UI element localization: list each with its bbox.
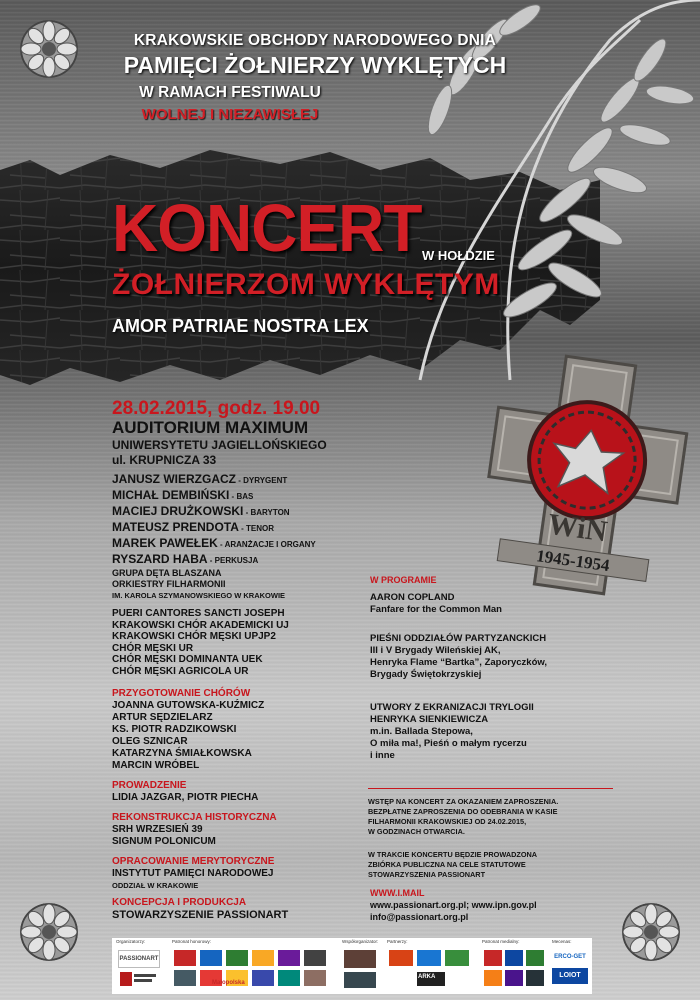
- content-dev-heading: OPRACOWANIE MERYTORYCZNE: [112, 856, 275, 867]
- arka-logo: ARKA: [418, 974, 436, 980]
- performer-role: - BARYTON: [243, 508, 290, 517]
- choir-item: KRAKOWSKI CHÓR MĘSKI UPJP2: [112, 631, 276, 642]
- concept-list: [112, 909, 288, 921]
- performer-row: [112, 487, 372, 503]
- performer-name: MICHAŁ DEMBIŃSKI: [112, 488, 230, 502]
- header-line-1: KRAKOWSKIE OBCHODY NARODOWEGO DNIA: [133, 32, 497, 49]
- website-links[interactable]: www.passionart.org.pl; www.ipn.gov.pl: [370, 900, 537, 910]
- collection-note-line: STOWARZYSZENIA PASSIONART: [368, 870, 486, 879]
- motto: AMOR PATRIAE NOSTRA LEX: [112, 316, 369, 336]
- choir-prep-name: ARTUR SĘDZIELARZ: [112, 712, 213, 723]
- host-names: LIDIA JAZGAR, PIOTR PIECHA: [112, 792, 259, 803]
- content-dev-org: INSTYTUT PAMIĘCI NARODOWEJ: [112, 868, 274, 879]
- concept-heading: KONCEPCJA I PRODUKCJA: [112, 897, 247, 908]
- reenactment-heading: REKONSTRUKCJA HISTORYCZNA: [112, 812, 277, 823]
- entry-note: [368, 797, 558, 837]
- choir-prep-name: MARCIN WRÓBEL: [112, 760, 200, 771]
- lot-logo: LOIOT: [552, 968, 588, 984]
- rosette-bottom-right: [622, 903, 680, 961]
- ercoget-logo: ERCO-GET: [554, 954, 586, 960]
- performer-role: - DYRYGENT: [236, 476, 288, 485]
- choir-prep-list: [112, 700, 264, 772]
- performers-list: [112, 471, 372, 567]
- collection-note-line: W TRAKCIE KONCERTU BĘDZIE PROWADZONA: [368, 850, 538, 859]
- emblem-letters: WiN: [545, 507, 610, 549]
- programme-item-line: O miła ma!, Pieśń o małym rycerzu: [370, 738, 527, 749]
- choir-prep-name: OLEG SZNICAR: [112, 736, 188, 747]
- sponsor-category: Partnerzy:: [387, 939, 408, 944]
- choir-item: CHÓR MĘSKI UR: [112, 642, 194, 654]
- performer-row: [112, 535, 372, 551]
- programme-item-line: Brygady Świętokrzyskiej: [370, 669, 482, 680]
- programme-item-line: i inne: [370, 750, 395, 761]
- choir-prep-name: KATARZYNA ŚMIAŁKOWSKA: [112, 748, 252, 759]
- choir-prep-name: KS. PIOTR RADZIKOWSKI: [112, 724, 237, 735]
- email-link[interactable]: info@passionart.org.pl: [370, 912, 469, 922]
- websites-heading: WWW.I.MAIL: [370, 888, 425, 898]
- header-line-3: W RAMACH FESTIWALU: [139, 84, 321, 101]
- programme-item-line: HENRYKA SIENKIEWICZA: [370, 714, 489, 725]
- choir-prep-heading: PRZYGOTOWANIE CHÓRÓW: [112, 688, 251, 699]
- performer-name: MACIEJ DRUŻKOWSKI: [112, 504, 244, 518]
- programme-item-line: m.in. Ballada Stepowa,: [370, 726, 473, 737]
- choir-item: CHÓR MĘSKI AGRICOLA UR: [112, 665, 249, 677]
- performer-role: - ARANŻACJE I ORGANY: [217, 540, 316, 549]
- sponsor-category: Mecenas:: [552, 939, 572, 944]
- performer-role: - BAS: [229, 492, 254, 501]
- reenactment-group: SRH WRZESIEŃ 39: [112, 824, 203, 835]
- notes-divider: [368, 788, 613, 789]
- coorganizer-logos: [340, 948, 380, 990]
- sponsor-category: Współorganizator:: [342, 939, 379, 944]
- choir-item: KRAKOWSKI CHÓR AKADEMICKI UJ: [112, 619, 289, 631]
- performer-row: [112, 471, 372, 487]
- entry-note-line: W GODZINACH OTWARCIA.: [368, 827, 465, 836]
- programme-item-title: UTWORY Z EKRANIZACJI TRYLOGII: [370, 702, 534, 713]
- partner-logos: [387, 948, 477, 990]
- venue-address: ul. KRUPNICZA 33: [112, 453, 217, 467]
- venue-name: AUDITORIUM MAXIMUM: [112, 418, 309, 437]
- passionart-logo: PASSIONART: [118, 950, 160, 968]
- brass-line: IM. KAROLA SZYMANOWSKIEGO W KRAKOWIE: [112, 591, 286, 600]
- choir-prep-name: JOANNA GUTOWSKA-KUŹMICZ: [112, 700, 265, 711]
- sponsor-category: Organizatorzy:: [116, 939, 146, 944]
- event-date: 28.02.2015, godz. 19.00: [112, 398, 321, 419]
- programme-heading: W PROGRAMIE: [370, 575, 437, 585]
- programme-item-3: [370, 702, 534, 762]
- concert-subject: ŻOŁNIERZOM WYKLĘTYM: [112, 268, 500, 301]
- performer-role: - PERKUSJA: [207, 556, 259, 565]
- performer-name: RYSZARD HABA: [112, 552, 208, 566]
- hosts-list: [112, 792, 258, 804]
- collection-note: [368, 850, 537, 880]
- choirs-list: [112, 608, 289, 677]
- ipn-logo: [118, 970, 158, 988]
- sponsor-category: Patronat medialny:: [482, 939, 520, 944]
- patron-logos: [172, 948, 332, 990]
- choir-item: PUERI CANTORES SANCTI JOSEPH: [112, 608, 285, 619]
- sponsor-bar: [112, 938, 592, 994]
- programme-item-1: [370, 592, 502, 616]
- entry-note-line: BEZPŁATNE ZAPROSZENIA DO ODEBRANIA W KASIE: [368, 807, 558, 816]
- performer-name: JANUSZ WIERZGACZ: [112, 472, 236, 486]
- rosette-bottom-left: [20, 903, 78, 961]
- brass-line: GRUPA DĘTA BLASZANA: [112, 568, 222, 578]
- media-patron-logos: [482, 948, 547, 990]
- content-dev-list: [112, 868, 273, 892]
- entry-note-line: WSTĘP NA KONCERT ZA OKAZANIEM ZAPROSZENIA.: [368, 797, 559, 806]
- entry-note-line: FILHARMONII KRAKOWSKIEJ OD 24.02.2015,: [368, 817, 527, 826]
- brass-line: ORKIESTRY FILHARMONII: [112, 579, 226, 589]
- programme-item-2: [370, 633, 547, 681]
- performer-row: [112, 503, 372, 519]
- content-dev-branch: ODDZIAŁ W KRAKOWIE: [112, 881, 199, 890]
- programme-item-title: AARON COPLAND: [370, 592, 455, 603]
- sponsor-category: Patronat honorowy:: [172, 939, 212, 944]
- performer-row: [112, 551, 372, 567]
- performer-name: MAREK PAWEŁEK: [112, 536, 218, 550]
- reenactment-group: SIGNUM POLONICUM: [112, 836, 216, 847]
- hosts-heading: PROWADZENIE: [112, 780, 187, 791]
- reenactment-list: [112, 824, 216, 848]
- collection-note-line: ZBIÓRKA PUBLICZNA NA CELE STATUTOWE: [368, 860, 526, 869]
- choir-item: CHÓR MĘSKI DOMINANTA UEK: [112, 654, 263, 665]
- programme-item-line: III i V Brygady Wileńskiej AK,: [370, 645, 501, 656]
- emblem-years: 1945-1954: [535, 546, 611, 576]
- performer-name: MATEUSZ PRENDOTA: [112, 520, 239, 534]
- header-line-2: PAMIĘCI ŻOŁNIERZY WYKLĘTYCH: [123, 52, 507, 78]
- dedication-label: W HOŁDZIE: [422, 248, 495, 263]
- performer-role: - TENOR: [238, 524, 274, 533]
- win-cross-emblem: [480, 350, 690, 600]
- festival-name: WOLNEJ I NIEZAWISŁEJ: [141, 106, 319, 123]
- programme-item-line: Henryka Flame “Bartka”, Zaporyczków,: [370, 657, 548, 668]
- programme-item-line: Fanfare for the Common Man: [370, 604, 502, 615]
- performer-row: [112, 519, 372, 535]
- malopolska-logo: Małopolska: [212, 980, 245, 986]
- programme-item-title: PIEŚNI ODDZIAŁÓW PARTYZANCKICH: [370, 633, 547, 644]
- concert-title: KONCERT: [112, 190, 422, 266]
- concept-org: STOWARZYSZENIE PASSIONART: [112, 909, 289, 921]
- venue-institution: UNIWERSYTETU JAGIELLOŃSKIEGO: [112, 438, 327, 452]
- rosette-top-left: [20, 20, 78, 78]
- brass-group: [112, 568, 285, 601]
